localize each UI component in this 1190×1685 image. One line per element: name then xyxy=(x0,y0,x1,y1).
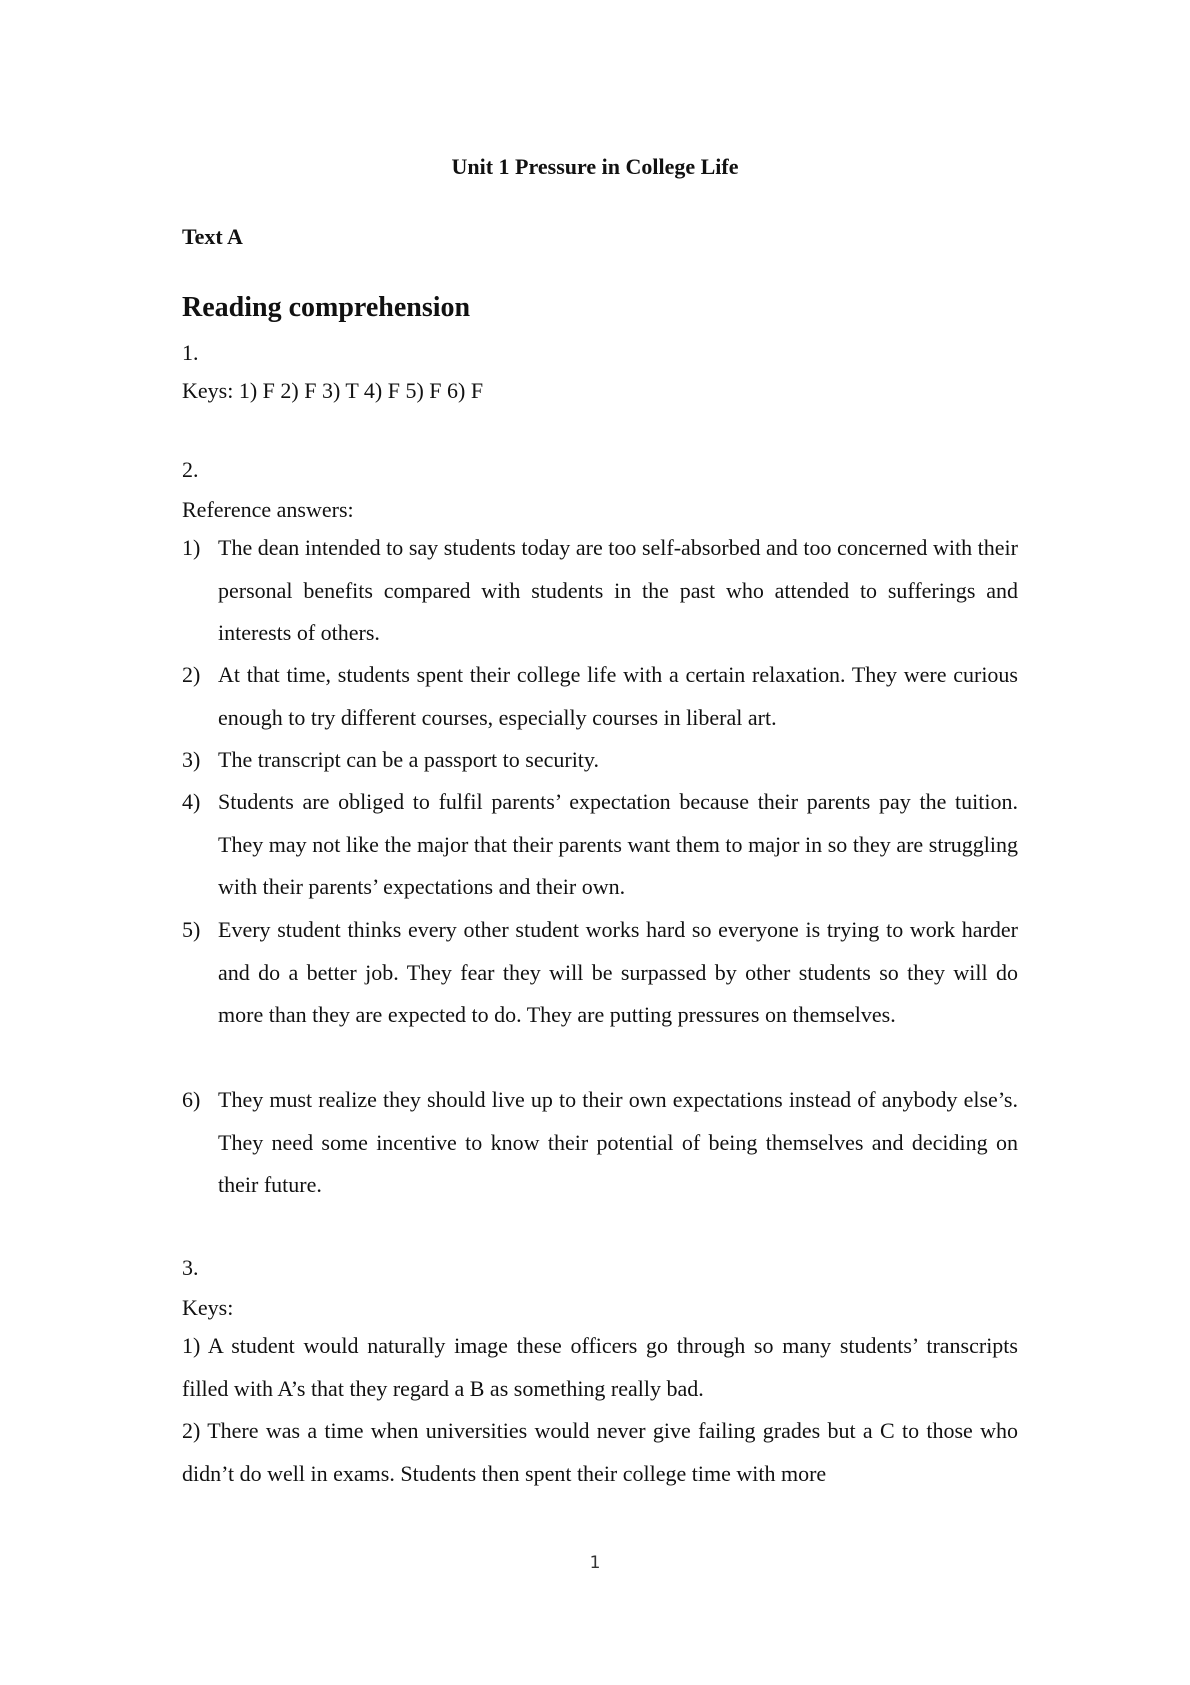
answer-text: Every student thinks every other student works hard so everyone is trying to work harder and do a better job. They fear they will be surpassed by other students so they will do more than they are expected to do. They are putting pressures on themselves. xyxy=(218,917,1018,1027)
reading-comprehension-heading: Reading comprehension xyxy=(182,292,471,323)
question-3-number: 3. xyxy=(182,1255,199,1280)
key-paragraph: 1) A student would naturally image these officers go through so many students’ transcripts filled with A’s that they regard a B as something really bad. xyxy=(182,1333,1018,1401)
answer-item xyxy=(182,1079,1018,1207)
question-2-number: 2. xyxy=(182,457,199,482)
question-1-keys: Keys: 1) F 2) F 3) T 4) F 5) F 6) F xyxy=(182,378,484,403)
answer-number: 6) xyxy=(182,1087,201,1112)
answer-number: 2) xyxy=(182,662,201,687)
answer-text: Students are obliged to fulfil parents’ expectation because their parents pay the tuition. They may not like the major that their parents want them to major in so they are struggling with their parents’ expectations and their own. xyxy=(218,789,1018,899)
key-paragraph: 2) There was a time when universities would never give failing grades but a C to those who didn’t do well in exams. Students then spent their college time with more xyxy=(182,1418,1018,1486)
answer-number: 1) xyxy=(182,535,201,560)
answer-item xyxy=(182,909,1018,1037)
text-a-subhead: Text A xyxy=(182,224,243,249)
answer-text: At that time, students spent their college life with a certain relaxation. They were curious enough to try different courses, especially courses in liberal art. xyxy=(218,662,1018,730)
question-3-label: Keys: xyxy=(182,1295,234,1320)
question-1-number: 1. xyxy=(182,340,199,365)
answer-number: 4) xyxy=(182,789,201,814)
answer-item xyxy=(182,654,1018,739)
answer-item xyxy=(182,781,1018,909)
answer-number: 5) xyxy=(182,917,201,942)
question-2-label: Reference answers: xyxy=(182,497,354,522)
answer-text: The dean intended to say students today are too self-absorbed and too concerned with their personal benefits compared with students in the past who attended to sufferings and interests of others. xyxy=(218,535,1018,645)
answer-text: The transcript can be a passport to security. xyxy=(218,747,599,772)
document-title: Unit 1 Pressure in College Life xyxy=(451,154,739,179)
answer-number: 3) xyxy=(182,747,201,772)
page-number: 1 xyxy=(589,1553,601,1573)
answer-text: They must realize they should live up to their own expectations instead of anybody else’s. They need some incentive to know their potential of being themselves and deciding on their future. xyxy=(218,1087,1018,1197)
answer-item xyxy=(182,527,1018,655)
answer-item xyxy=(182,739,1018,782)
